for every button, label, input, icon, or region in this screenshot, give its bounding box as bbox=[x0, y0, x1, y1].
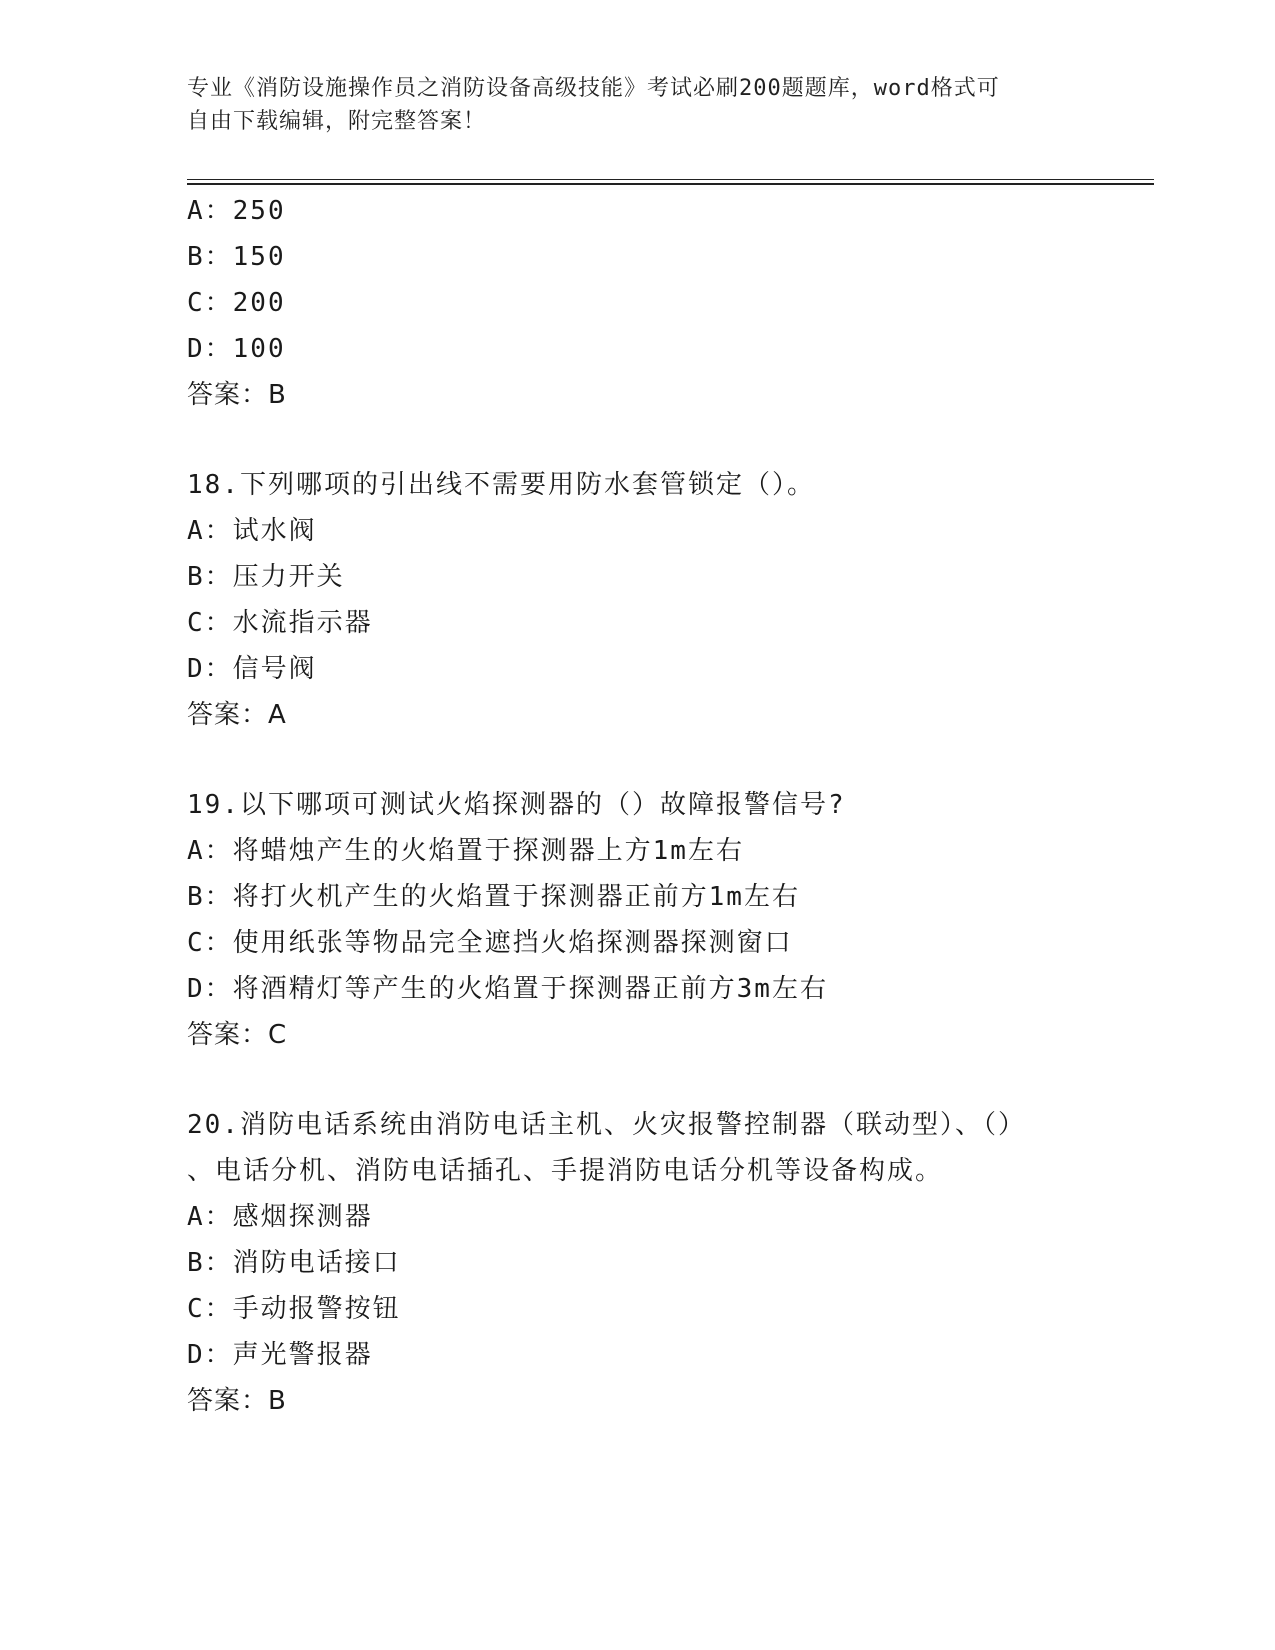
header-divider-thin bbox=[187, 179, 1154, 180]
option-a: A：250 bbox=[187, 196, 286, 226]
option-c: C：200 bbox=[187, 288, 286, 318]
option-c: C：使用纸张等物品完全遮挡火焰探测器探测窗口 bbox=[187, 928, 793, 958]
question-text: 19.以下哪项可测试火焰探测器的（）故障报警信号? bbox=[187, 790, 846, 820]
option-c: C：水流指示器 bbox=[187, 608, 373, 638]
option-d: D：100 bbox=[187, 334, 286, 364]
question-19 bbox=[187, 782, 1147, 1058]
answer: 答案：A bbox=[187, 700, 287, 730]
question-text-line-1: 20.消防电话系统由消防电话主机、火灾报警控制器（联动型）、（） bbox=[187, 1110, 1026, 1140]
option-b: B：150 bbox=[187, 242, 286, 272]
question-20 bbox=[187, 1102, 1147, 1424]
option-a: A：试水阀 bbox=[187, 516, 317, 546]
answer: 答案：B bbox=[187, 380, 287, 410]
option-b: B：压力开关 bbox=[187, 562, 345, 592]
question-text-line-2: 、电话分机、消防电话插孔、手提消防电话分机等设备构成。 bbox=[187, 1156, 944, 1186]
document-header bbox=[187, 72, 1067, 138]
option-d: D：信号阀 bbox=[187, 654, 317, 684]
answer: 答案：B bbox=[187, 1386, 287, 1416]
option-b: B：消防电话接口 bbox=[187, 1248, 401, 1278]
question-18 bbox=[187, 462, 1147, 738]
option-a: A：感烟探测器 bbox=[187, 1202, 373, 1232]
header-title-line-2: 自由下载编辑，附完整答案！ bbox=[187, 109, 487, 134]
question-17 bbox=[187, 188, 1147, 418]
question-text: 18.下列哪项的引出线不需要用防水套管锁定（）。 bbox=[187, 470, 815, 500]
option-b: B：将打火机产生的火焰置于探测器正前方1m左右 bbox=[187, 882, 800, 912]
option-d: D：将酒精灯等产生的火焰置于探测器正前方3m左右 bbox=[187, 974, 828, 1004]
header-divider-thick bbox=[187, 183, 1154, 185]
answer: 答案：C bbox=[187, 1020, 288, 1050]
option-c: C：手动报警按钮 bbox=[187, 1294, 401, 1324]
option-a: A：将蜡烛产生的火焰置于探测器上方1m左右 bbox=[187, 836, 744, 866]
question-list bbox=[187, 188, 1147, 1424]
header-title-line-1: 专业《消防设施操作员之消防设备高级技能》考试必刷200题题库，word格式可 bbox=[187, 76, 1000, 101]
option-d: D：声光警报器 bbox=[187, 1340, 373, 1370]
